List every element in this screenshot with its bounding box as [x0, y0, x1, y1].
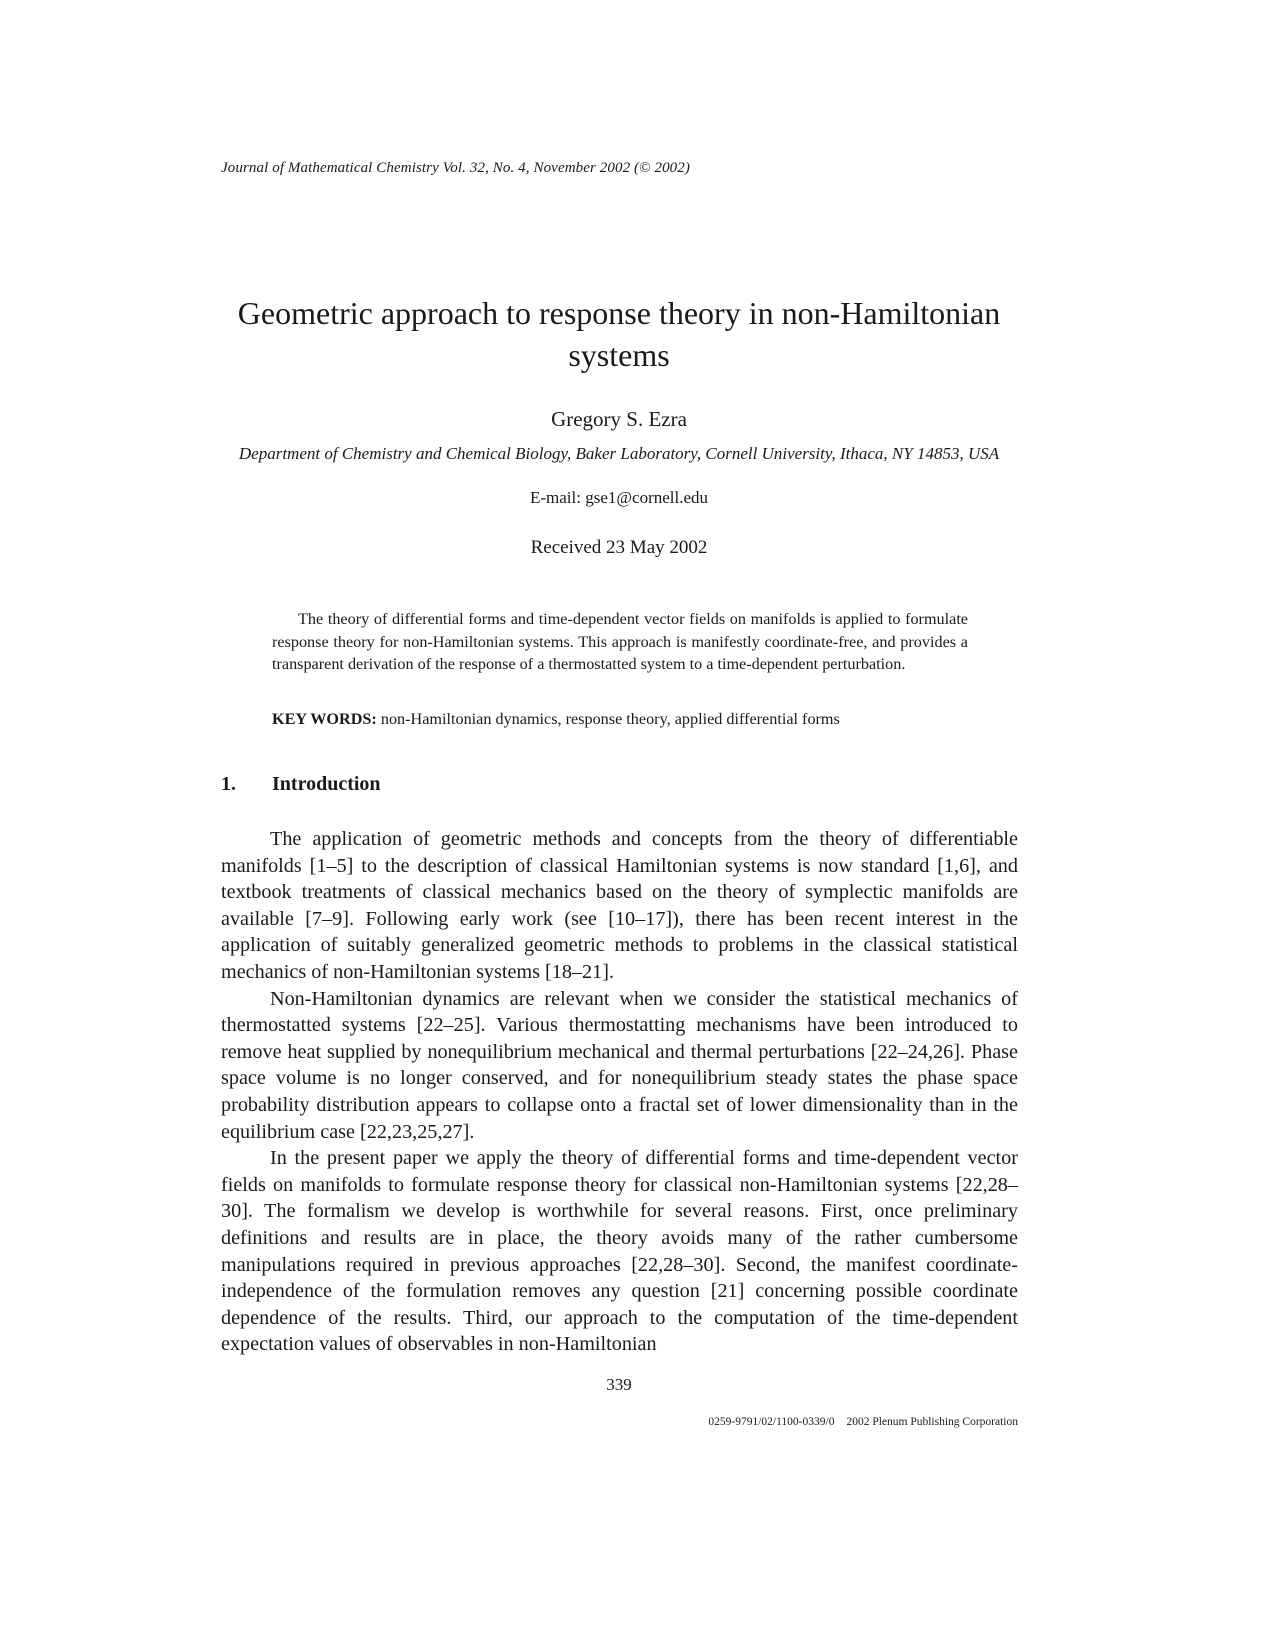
- journal-header: Journal of Mathematical Chemistry Vol. 32, No. 4, November 2002 (© 2002): [221, 160, 690, 176]
- page-number: 339: [606, 1375, 632, 1394]
- keywords-label: KEY WORDS:: [272, 710, 377, 728]
- author-affiliation: Department of Chemistry and Chemical Biology, Baker Laboratory, Cornell University, Ithaca, NY 14853, USA: [238, 444, 1000, 463]
- paragraph: The application of geometric methods and concepts from the theory of differentiable manifolds [1–5] to the description of classical Hamiltonian systems is now standard [1,6], and textbook treatments of classical mechanics based on the theory of symplectic manifolds are available [7–9]. Following early work (see [10–17]), there has been recent interest in the application of suitably generalized geometric methods to problems in the classical statistical mechanics of non-Hamiltonian systems [18–21].: [221, 828, 1018, 983]
- section-heading: [221, 773, 381, 796]
- received-date: Received 23 May 2002: [530, 537, 708, 558]
- body-text: [221, 826, 1018, 1358]
- keywords-text: non-Hamiltonian dynamics, response theory, applied differential forms: [380, 710, 840, 728]
- paragraph: In the present paper we apply the theory of differential forms and time-dependent vector fields on manifolds to formulate response theory for classical non-Hamiltonian systems [22,28–30]. The formalism we develop is worthwhile for several reasons. First, once preliminary definitions and results are in place, the theory avoids many of the rather cumbersome manipulations required in previous approaches [22,28–30]. Second, the manifest coordinate-independence of the formulation removes any question [21] concerning possible coordinate dependence of the results. Third, our approach to the computation of the time-dependent expectation values of observables in non-Hamiltonian: [221, 1147, 1018, 1356]
- abstract: The theory of differential forms and time-dependent vector fields on manifolds is applied to formulate response theory for non-Hamiltonian systems. This approach is manifestly coordinate-free, and provides a transparent derivation of the response of a thermostatted system to a time-dependent perturbation.: [272, 610, 968, 673]
- footer-code: 0259-9791/02/1100-0339/0: [708, 1416, 835, 1428]
- section-title: Introduction: [272, 773, 381, 795]
- footer: [560, 1416, 1018, 1428]
- paragraph: Non-Hamiltonian dynamics are relevant when we consider the statistical mechanics of thermostatted systems [22–25]. Various thermostatting mechanisms have been introduced to remove heat supplied by nonequilibrium mechanical and thermal perturbations [22–24,26]. Phase space volume is no longer conserved, and for nonequilibrium steady states the phase space probability distribution appears to collapse onto a fractal set of lower dimensionality than in the equilibrium case [22,23,25,27].: [221, 987, 1018, 1143]
- footer-publisher: 2002 Plenum Publishing Corporation: [846, 1416, 1018, 1428]
- author-email: E-mail: gse1@cornell.edu: [529, 488, 709, 507]
- paper-title: Geometric approach to response theory in non-Hamiltonian systems: [237, 295, 1001, 373]
- section-number: 1.: [221, 773, 236, 795]
- keywords: [272, 708, 992, 730]
- author-name: Gregory S. Ezra: [551, 407, 687, 431]
